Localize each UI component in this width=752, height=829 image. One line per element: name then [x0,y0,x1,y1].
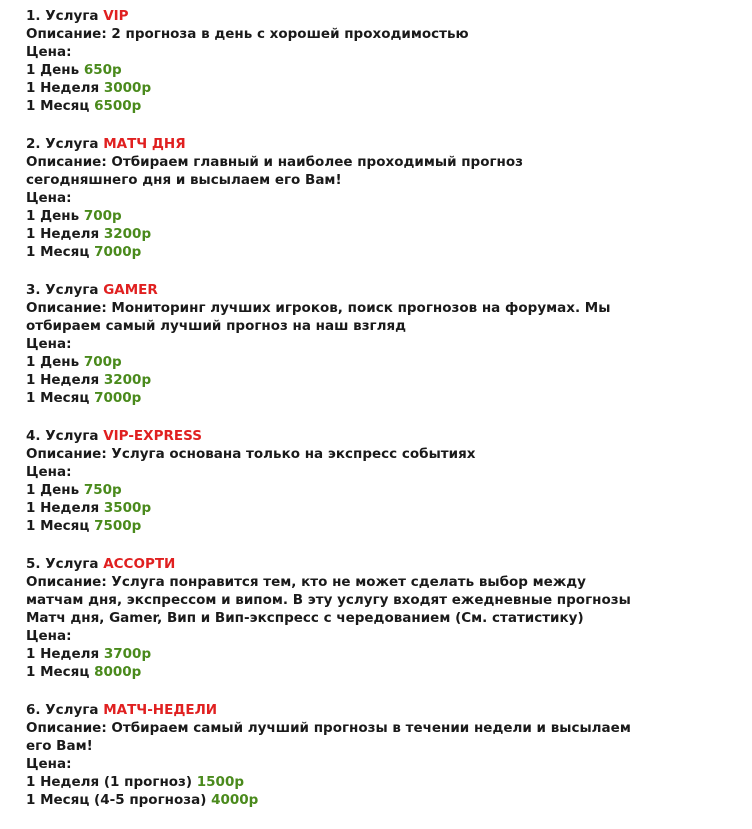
description-text: Мониторинг лучших игроков, поиск прогнозов на форумах. Мы [111,300,611,316]
price-period: 1 День [26,208,80,224]
price-row [26,517,746,535]
service-block [26,701,746,809]
service-name: VIP-EXPRESS [103,428,202,444]
price-row [26,225,746,243]
description-text: 2 прогноза в день с хорошей проходимостью [111,26,469,42]
price-row [26,207,746,225]
service-label: Услуга [45,556,99,572]
service-title [26,555,746,573]
price-period: 1 Месяц [26,518,90,534]
description-label: Описание: [26,446,107,462]
price-value: 3000р [103,80,152,96]
description-text: Отбираем самый лучший прогнозы в течении недели и высылаем [111,720,631,736]
price-label: Цена: [26,44,72,60]
price-value: 3200р [103,372,152,388]
service-name: МАТЧ ДНЯ [103,136,186,152]
price-value: 3700р [103,646,152,662]
service-description-line [26,317,746,335]
price-period: 1 Неделя (1 прогноз) [26,774,193,790]
price-row [26,773,746,791]
price-value: 7500р [94,518,142,534]
price-label: Цена: [26,336,72,352]
price-label: Цена: [26,190,72,206]
service-description-line [26,299,746,317]
service-title [26,281,746,299]
price-period: 1 Неделя [26,646,100,662]
price-value: 700р [83,208,122,224]
price-value: 7000р [94,244,142,260]
price-row [26,389,746,407]
price-row [26,791,746,809]
price-period: 1 Неделя [26,500,100,516]
service-name: МАТЧ-НЕДЕЛИ [103,702,218,718]
service-description-line [26,171,746,189]
service-description-line [26,25,746,43]
description-text: матчам дня, экспрессом и випом. В эту услугу входят ежедневные прогнозы [26,592,631,608]
price-period: 1 Месяц [26,98,90,114]
service-description-line [26,737,746,755]
service-label: Услуга [45,136,99,152]
service-title [26,701,746,719]
price-row [26,79,746,97]
price-period: 1 День [26,482,80,498]
price-row [26,663,746,681]
description-text: Услуга понравится тем, кто не может сделать выбор между [111,574,586,590]
price-period: 1 Неделя [26,226,100,242]
price-period: 1 Месяц [26,390,90,406]
price-value: 4000р [211,792,259,808]
description-text: Услуга основана только на экспресс событиях [111,446,476,462]
description-label: Описание: [26,720,107,736]
service-name: GAMER [103,282,158,298]
price-value: 3500р [103,500,152,516]
price-row [26,61,746,79]
price-label: Цена: [26,628,72,644]
service-number: 3. [26,282,41,298]
service-title [26,135,746,153]
service-block [26,427,746,535]
service-label: Услуга [45,8,99,24]
service-number: 1. [26,8,41,24]
price-value: 3200р [103,226,152,242]
description-text: Отбираем главный и наиболее проходимый прогноз [111,154,523,170]
price-row [26,243,746,261]
service-label: Услуга [45,428,99,444]
price-list [26,7,746,829]
price-period: 1 Месяц (4-5 прогноза) [26,792,207,808]
description-label: Описание: [26,154,107,170]
service-block [26,555,746,681]
service-label: Услуга [45,702,99,718]
service-description-line [26,609,746,627]
price-value: 650р [83,62,122,78]
service-title [26,7,746,25]
price-row [26,481,746,499]
service-number: 5. [26,556,41,572]
price-period: 1 Неделя [26,372,100,388]
service-description-line [26,573,746,591]
service-number: 4. [26,428,41,444]
price-row [26,353,746,371]
price-value: 6500р [94,98,142,114]
service-label: Услуга [45,282,99,298]
price-period: 1 Неделя [26,80,100,96]
price-period: 1 День [26,354,80,370]
service-description-line [26,719,746,737]
price-label: Цена: [26,756,72,772]
price-value: 700р [83,354,122,370]
price-value: 8000р [94,664,142,680]
description-text: Матч дня, Gamer, Вип и Вип-экспресс с чередованием (См. статистику) [26,610,584,626]
service-name: АССОРТИ [103,556,176,572]
description-text: его Вам! [26,738,93,754]
price-row [26,499,746,517]
service-description-line [26,153,746,171]
description-text: сегодняшнего дня и высылаем его Вам! [26,172,342,188]
description-label: Описание: [26,300,107,316]
price-value: 1500р [196,774,245,790]
service-block [26,281,746,407]
service-title [26,427,746,445]
price-row [26,371,746,389]
price-period: 1 Месяц [26,244,90,260]
price-row [26,97,746,115]
price-label: Цена: [26,464,72,480]
service-number: 6. [26,702,41,718]
description-label: Описание: [26,26,107,42]
service-number: 2. [26,136,41,152]
service-description-line [26,445,746,463]
price-value: 750р [83,482,122,498]
price-period: 1 День [26,62,80,78]
price-row [26,645,746,663]
service-block [26,135,746,261]
service-name: VIP [103,8,129,24]
price-value: 7000р [94,390,142,406]
description-label: Описание: [26,574,107,590]
description-text: отбираем самый лучший прогноз на наш взгляд [26,318,407,334]
service-description-line [26,591,746,609]
service-block [26,7,746,115]
price-period: 1 Месяц [26,664,90,680]
